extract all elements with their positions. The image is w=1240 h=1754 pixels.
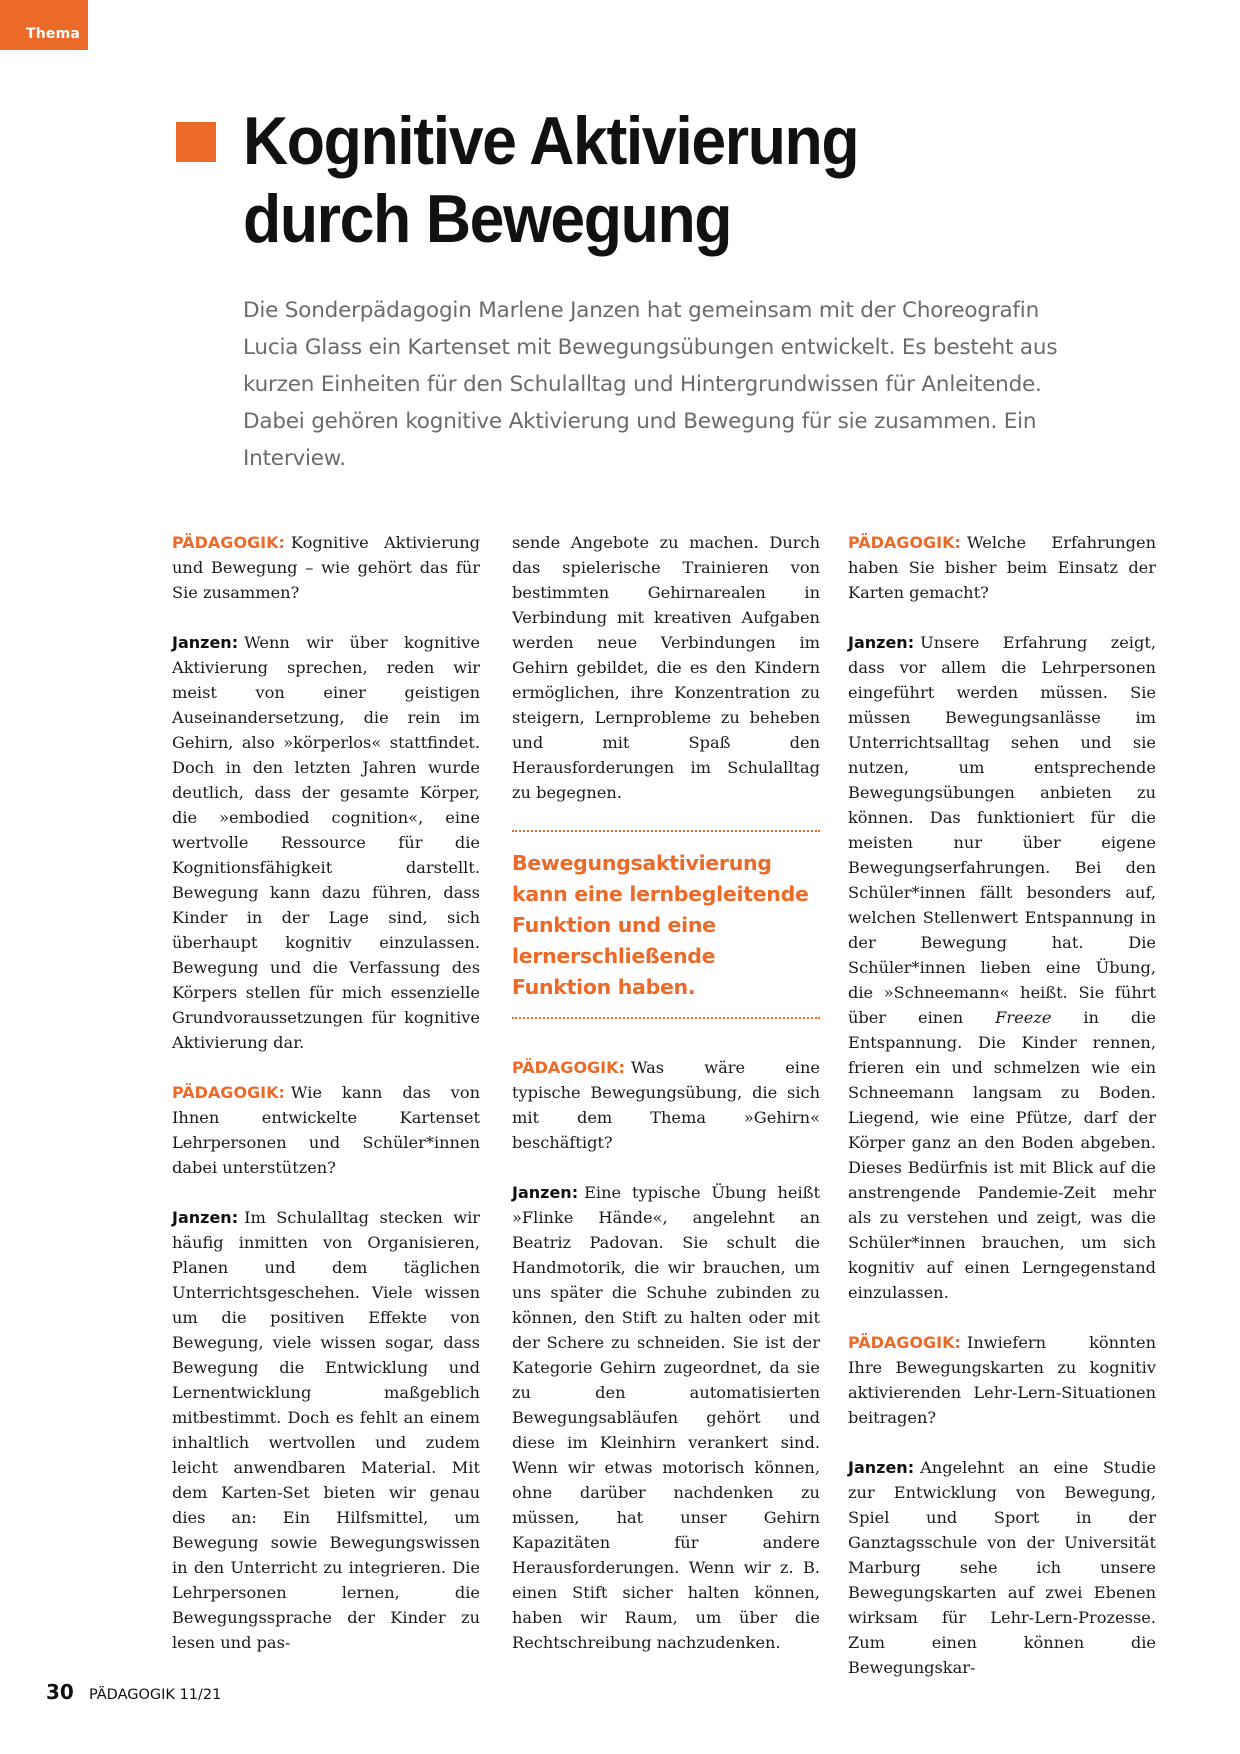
answer-4 (848, 630, 1156, 1305)
answer-label: Janzen: (848, 633, 915, 652)
question-text: Kognitive Aktivierung und Bewegung – wie gehört das für Sie zusammen? (172, 533, 480, 602)
question-label: PÄDAGOGIK: (848, 533, 961, 552)
page-footer (46, 1680, 221, 1704)
question-text: Was wäre eine typische Bewegungsübung, die sich mit dem Thema »Gehirn« beschäftigt? (512, 1058, 820, 1152)
answer-text: sende Angebote zu machen. Durch das spielerische Trainieren von bestimmten Gehirnarealen in Verbindung mit kreativen Aufgaben werden neue Verbindungen im Gehirn gebildet, die es den Kindern ermöglichen, ihre Konzentration zu steigern, Lernprobleme zu beheben und mit Spaß den Herausforderungen im Schulalltag zu begegnen. (512, 533, 820, 802)
question-text: Inwiefern könnten Ihre Bewegungskarten zu kognitiv aktivierenden Lehr-Lern-Situationen beitragen? (848, 1333, 1156, 1427)
answer-text: Wenn wir über kognitive Aktivierung sprechen, reden wir meist von einer geistigen Auseinandersetzung, die rein im Gehirn, also »körperlos« stattfindet. Doch in den letzten Jahren wurde deutlich, dass der gesamte Körper, die »embodied cognition«, eine wertvolle Ressource für die Kognitionsfähigkeit darstellt. Bewegung kann dazu führen, dass Kinder in der Lage sind, sich überhaupt kognitiv einzulassen. Bewegung und die Verfassung des Körpers stellen für mich essenzielle Grundvoraussetzungen für kognitive Aktivierung dar. (172, 633, 480, 1052)
answer-label: Janzen: (172, 633, 239, 652)
answer-text-part1: Unsere Erfahrung zeigt, dass vor allem die Lehrpersonen eingeführt werden müssen. Sie müssen Bewegungsanlässe im Unterrichtsalltag sehen und sie nutzen, um entsprechende Bewegungsübungen anbieten zu können. Das funktioniert für die meisten nur über eigene Bewegungserfahrungen. Bei den Schüler*innen fällt besonders auf, welchen Stellenwert Entspannung in der Bewegung hat. Die Schüler*innen lieben eine Übung, die »Schneemann« heißt. Sie führt über einen (848, 633, 1156, 1027)
answer-text: Im Schulalltag stecken wir häufig inmitten von Organisieren, Planen und dem täglichen Unterrichtsgeschehen. Viele wissen um die positiven Effekte von Bewegung, viele wissen sogar, dass Bewegung die Entwicklung und Lernentwicklung maßgeblich mitbestimmt. Doch es fehlt an einem inhaltlich wertvollen und zudem leicht anwendbaren Material. Mit dem Karten-Set bieten wir genau dies an: Ein Hilfsmittel, um Bewegung sowie Bewegungswissen in den Unterricht zu integrieren. Die Lehrpersonen lernen, die Bewegungssprache der Kinder zu lesen und pas- (172, 1208, 480, 1652)
column-2 (512, 530, 820, 1680)
question-4 (848, 530, 1156, 605)
question-2 (172, 1080, 480, 1180)
question-text: Welche Erfahrungen haben Sie bisher beim Einsatz der Karten gemacht? (848, 533, 1156, 602)
question-3 (512, 1055, 820, 1155)
question-label: PÄDAGOGIK: (512, 1058, 625, 1077)
section-tab-label: Thema (25, 26, 80, 42)
column-1 (172, 530, 480, 1680)
question-label: PÄDAGOGIK: (848, 1333, 961, 1352)
column-3 (848, 530, 1156, 1705)
pullquote (512, 830, 820, 1019)
answer-text: Eine typische Übung heißt »Flinke Hände«, angelehnt an Beatriz Padovan. Sie schult die Handmotorik, die wir brauchen, um uns später die Schuhe zubinden zu können, den Stift zu halten oder mit der Schere zu schneiden. Sie ist der Kategorie Gehirn zugeordnet, da sie zu den automatisierten Bewegungsabläufen gehört und diese im Kleinhirn verankert sind. Wenn wir etwas motorisch können, ohne darüber nachdenken zu müssen, hat unser Gehirn Kapazitäten für andere Herausforderungen. Wenn wir z. B. einen Stift sicher halten können, haben wir Raum, um über die Rechtschreibung nachzudenken. (512, 1183, 820, 1652)
article-title-line1: Kognitive Aktivierung (243, 103, 859, 179)
title-square-icon (176, 122, 216, 162)
answer-2 (172, 1205, 480, 1655)
question-1 (172, 530, 480, 605)
answer-2-continued (512, 530, 820, 805)
question-text: Wie kann das von Ihnen entwickelte Kartenset Lehrpersonen und Schüler*innen dabei unterstützen? (172, 1083, 480, 1177)
article-title (243, 102, 858, 258)
answer-label: Janzen: (848, 1458, 915, 1477)
question-label: PÄDAGOGIK: (172, 533, 285, 552)
magazine-issue: PÄDAGOGIK 11/21 (88, 1687, 222, 1703)
answer-3 (512, 1180, 820, 1655)
answer-label: Janzen: (512, 1183, 579, 1202)
question-label: PÄDAGOGIK: (172, 1083, 285, 1102)
page-number: 30 (46, 1680, 74, 1704)
article-title-line2: durch Bewegung (243, 181, 732, 257)
pullquote-text: Bewegungsaktivierung kann eine lernbegleitende Funktion und eine lernerschließende Funktion haben. (512, 851, 809, 999)
answer-text: Angelehnt an eine Studie zur Entwicklung von Bewegung, Spiel und Sport in der Ganztagsschule von der Universität Marburg sehe ich unsere Bewegungskarten auf zwei Ebenen wirksam für Lehr-Lern-Prozesse. Zum einen können die Bewegungskar- (848, 1458, 1156, 1677)
article-intro: Die Sonderpädagogin Marlene Janzen hat gemeinsam mit der Choreografin Lucia Glass ein Kartenset mit Bewegungsübungen entwickelt. Es besteht aus kurzen Einheiten für den Schulalltag und Hintergrundwissen für Anleitende. Dabei gehören kognitive Aktivierung und Bewegung für sie zusammen. Ein Interview. (243, 298, 1058, 471)
question-5 (848, 1330, 1156, 1430)
answer-text-italic: Freeze (995, 1008, 1052, 1027)
answer-label: Janzen: (172, 1208, 239, 1227)
answer-5 (848, 1455, 1156, 1680)
answer-text-part2: in die Entspannung. Die Kinder rennen, frieren ein und schmelzen wie ein Schneemann langsam zu Boden. Liegend, wie eine Pfütze, darf der Körper ganz an den Boden abgeben. Dieses Bedürfnis ist mit Blick auf die anstrengende Pandemie-Zeit mehr als zu verstehen und zeigt, was die Schüler*innen brauchen, um sich kognitiv auf einen Lerngegenstand einzulassen. (848, 1008, 1156, 1302)
answer-1 (172, 630, 480, 1055)
section-tab (0, 0, 88, 50)
